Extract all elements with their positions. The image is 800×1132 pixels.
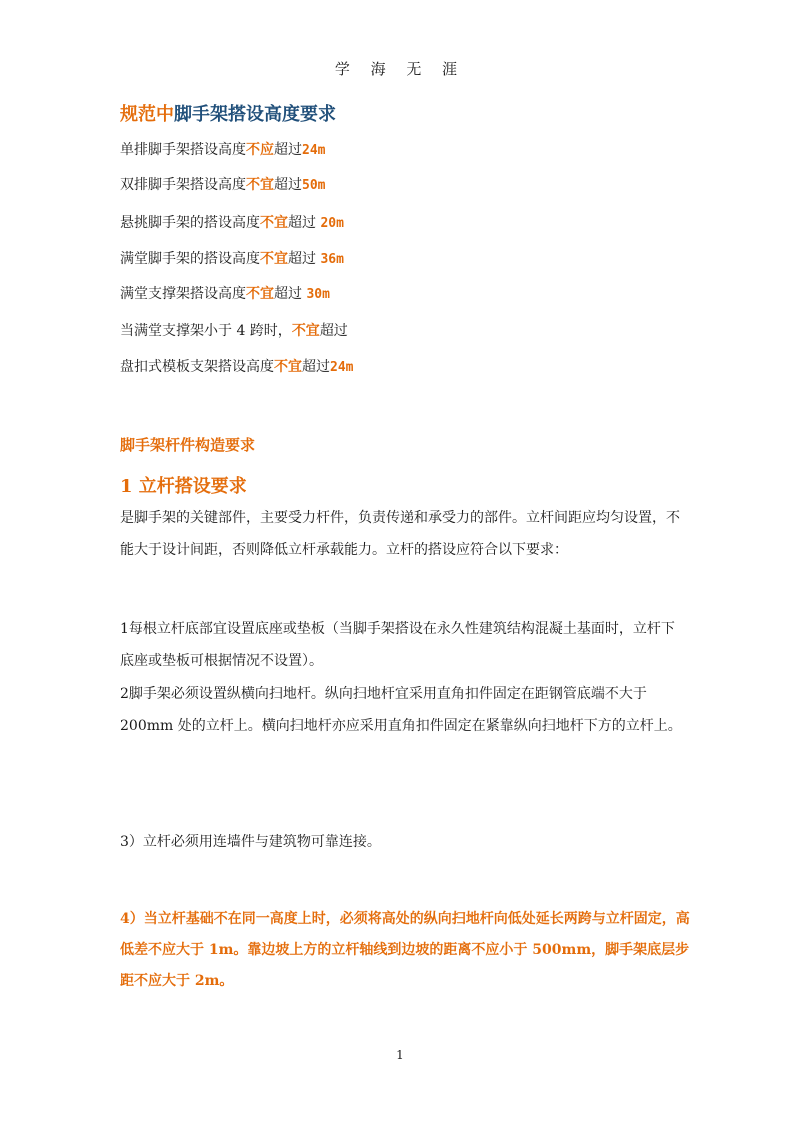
- rule-value: 50m: [302, 178, 326, 193]
- rule-prefix: 盘扣式模板支架搭设高度: [120, 359, 274, 375]
- rule-mid: 超过: [319, 323, 348, 339]
- rule-mid: 超过: [274, 286, 307, 302]
- rule-value: 30m: [306, 287, 330, 302]
- rule-emphasis: 不宜: [246, 286, 274, 302]
- height-rule-line: [120, 139, 325, 159]
- rule-emphasis: 不应: [246, 142, 274, 158]
- height-rule-line: [120, 320, 348, 340]
- intro-paragraph: 是脚手架的关键部件，主要受力杆件，负责传递和承受力的部件。立杆间距应均匀设置，不能大于设计间距，否则降低立杆承载能力。立杆的搭设应符合以下要求：: [120, 510, 680, 558]
- height-rule-line: [120, 248, 344, 268]
- rule-emphasis: 不宜: [274, 359, 302, 375]
- rule-emphasis: 不宜: [260, 251, 288, 267]
- page-header: 学 海 无 涯: [334, 60, 466, 78]
- rule-prefix: 满堂支撑架搭设高度: [120, 286, 246, 302]
- requirement-item-3: 3）立杆必须用连墙件与建筑物可靠连接。: [120, 834, 381, 850]
- rule-mid: 超过: [302, 359, 330, 375]
- rule-prefix: 悬挑脚手架的搭设高度: [120, 215, 260, 231]
- rule-prefix: 双排脚手架搭设高度: [120, 177, 246, 193]
- title-prefix: 规范中: [120, 104, 174, 125]
- rule-emphasis: 不宜: [246, 177, 274, 193]
- rule-mid: 超过: [288, 251, 321, 267]
- height-rule-line: [120, 356, 353, 376]
- rule-mid: 超过: [274, 177, 302, 193]
- rule-mid: 超过: [274, 142, 302, 158]
- rule-value: 36m: [320, 252, 344, 267]
- requirement-item-4: 4）当立杆基础不在同一高度上时，必须将高处的纵向扫地杆向低处延长两跨与立杆固定，高低差不应大于 1m。靠边坡上方的立杆轴线到边坡的距离不应小于 500mm，脚手架底层步距不应大于 2m。: [120, 911, 690, 989]
- rule-value: 24m: [330, 360, 354, 375]
- requirement-item-1: 1每根立杆底部宜设置底座或垫板（当脚手架搭设在永久性建筑结构混凝土基面时，立杆下底座或垫板可根据情况不设置）。: [120, 621, 675, 669]
- section-title: [120, 100, 336, 126]
- page-number: 1: [396, 1048, 404, 1062]
- section-subtitle: 脚手架杆件构造要求: [120, 436, 256, 454]
- rule-value: 20m: [320, 216, 344, 231]
- rule-prefix: 当满堂支撑架小于 4 跨时，: [120, 323, 292, 339]
- rule-prefix: 满堂脚手架的搭设高度: [120, 251, 260, 267]
- rule-mid: 超过: [288, 215, 321, 231]
- rule-emphasis: 不宜: [260, 215, 288, 231]
- rule-prefix: 单排脚手架搭设高度: [120, 142, 246, 158]
- section-heading: 1 立杆搭设要求: [120, 476, 247, 497]
- height-rule-line: [120, 212, 344, 232]
- rule-value: 24m: [302, 143, 326, 158]
- rule-emphasis: 不宜: [291, 323, 320, 339]
- height-rule-line: [120, 174, 325, 194]
- title-main: 脚手架搭设高度要求: [174, 104, 336, 125]
- height-rule-line: [120, 283, 330, 303]
- requirement-item-2: 2脚手架必须设置纵横向扫地杆。纵向扫地杆宜采用直角扣件固定在距钢管底端不大于 200mm 处的立杆上。横向扫地杆亦应采用直角扣件固定在紧靠纵向扫地杆下方的立杆上。: [120, 686, 682, 734]
